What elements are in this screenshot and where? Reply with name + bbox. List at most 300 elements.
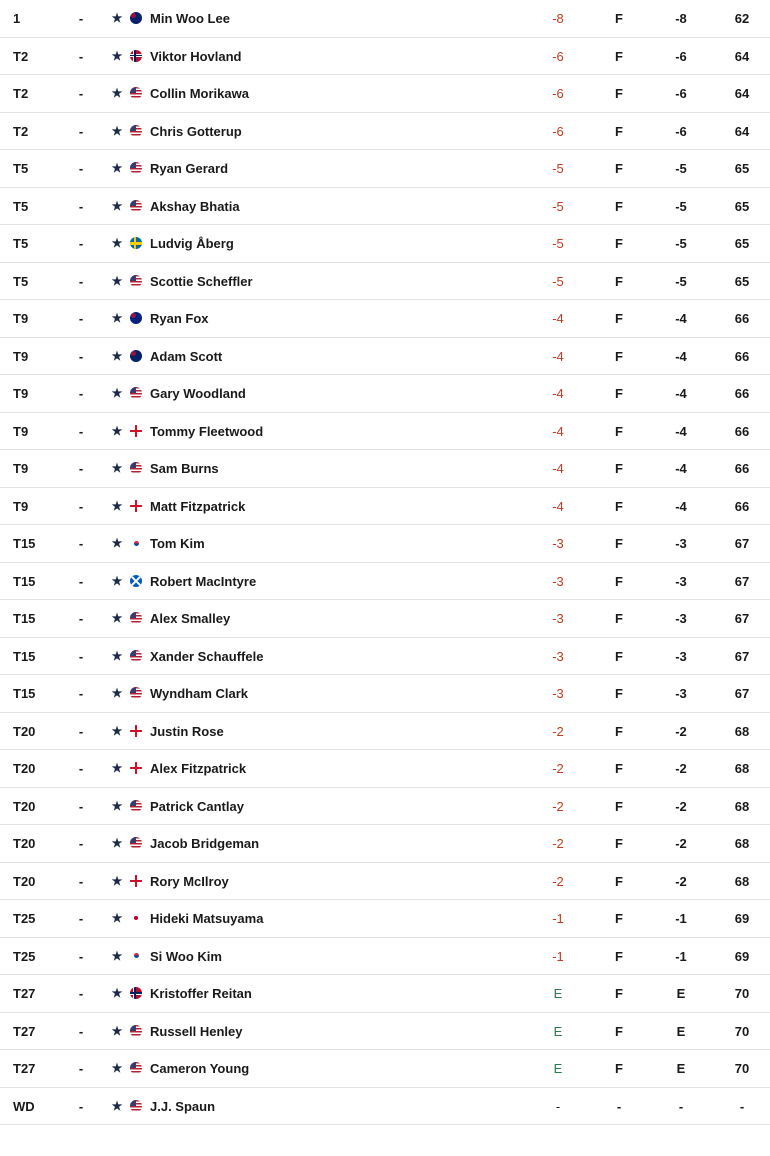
today-score: E xyxy=(676,1023,686,1039)
position: T27 xyxy=(13,986,36,1001)
thru: F xyxy=(615,648,623,664)
thru: F xyxy=(615,386,623,401)
player-name[interactable]: Sam Burns xyxy=(150,461,219,476)
star-icon[interactable]: ★ xyxy=(111,11,123,25)
table-row[interactable] xyxy=(0,1088,770,1126)
thru: F xyxy=(615,161,623,176)
country-flag xyxy=(129,150,143,187)
movement: - xyxy=(78,1098,84,1114)
country-flag xyxy=(129,1013,143,1050)
usa-flag-icon xyxy=(130,687,142,699)
country-flag xyxy=(129,188,143,225)
england-flag-icon xyxy=(130,500,142,512)
movement: - xyxy=(78,798,84,814)
position: T25 xyxy=(13,948,36,964)
total-score: -2 xyxy=(552,761,564,776)
table-row[interactable] xyxy=(0,938,770,976)
scotland-flag-icon xyxy=(130,575,142,587)
star-icon[interactable]: ★ xyxy=(111,573,123,588)
total-score: -6 xyxy=(552,123,564,139)
movement: - xyxy=(78,273,84,289)
round-score: 66 xyxy=(734,348,750,364)
today-score: -3 xyxy=(675,573,687,589)
movement: - xyxy=(78,161,84,176)
round-score: 70 xyxy=(734,1061,750,1076)
thru: F xyxy=(615,86,623,101)
country-flag xyxy=(129,263,143,300)
total-score: -3 xyxy=(552,536,564,551)
star-icon[interactable]: ★ xyxy=(111,348,123,363)
movement: - xyxy=(78,11,84,26)
country-flag xyxy=(129,225,143,262)
today-score: -5 xyxy=(675,198,687,214)
today-score: -5 xyxy=(675,161,687,176)
round-score: 69 xyxy=(734,948,750,964)
norway-flag-icon xyxy=(130,50,142,62)
thru: F xyxy=(615,723,623,739)
movement: - xyxy=(78,198,84,214)
thru: F xyxy=(615,798,623,814)
player-name[interactable]: Min Woo Lee xyxy=(150,11,230,26)
player-name[interactable]: Chris Gotterup xyxy=(150,123,242,139)
round-score: 67 xyxy=(734,573,750,589)
today-score: -4 xyxy=(675,386,687,401)
movement: - xyxy=(78,1061,84,1076)
table-row[interactable] xyxy=(0,900,770,938)
round-score: 67 xyxy=(734,686,750,701)
thru: F xyxy=(615,911,623,926)
table-row[interactable] xyxy=(0,38,770,76)
table-row[interactable] xyxy=(0,413,770,451)
today-score: -4 xyxy=(675,348,687,364)
player-name[interactable]: Justin Rose xyxy=(150,723,224,739)
thru: F xyxy=(615,273,623,289)
thru: F xyxy=(615,761,623,776)
thru: F xyxy=(615,948,623,964)
round-score: 64 xyxy=(734,123,750,139)
thru: F xyxy=(615,11,623,26)
today-score: E xyxy=(676,1061,686,1076)
country-flag xyxy=(129,713,143,750)
position: T9 xyxy=(13,386,29,401)
star-icon[interactable]: ★ xyxy=(111,1023,123,1038)
round-score: 67 xyxy=(734,611,750,626)
total-score: -3 xyxy=(552,611,564,626)
total-score: -2 xyxy=(552,798,564,814)
country-flag xyxy=(129,338,143,375)
thru: F xyxy=(615,573,623,589)
england-flag-icon xyxy=(130,725,142,737)
round-score: 70 xyxy=(734,1023,750,1039)
player-name[interactable]: Kristoffer Reitan xyxy=(150,986,252,1001)
movement: - xyxy=(78,573,84,589)
country-flag xyxy=(129,1088,143,1125)
country-flag xyxy=(129,0,143,37)
movement: - xyxy=(78,611,84,626)
star-icon[interactable]: ★ xyxy=(111,723,123,738)
england-flag-icon xyxy=(130,762,142,774)
player-name[interactable]: Ryan Gerard xyxy=(150,161,229,176)
country-flag xyxy=(129,600,143,637)
star-icon[interactable]: ★ xyxy=(111,873,123,888)
player-name[interactable]: Xander Schauffele xyxy=(150,648,264,664)
table-row[interactable] xyxy=(0,488,770,526)
position: T9 xyxy=(13,498,29,514)
australia-flag-icon xyxy=(130,350,142,362)
player-name[interactable]: Tommy Fleetwood xyxy=(150,423,264,439)
movement: - xyxy=(78,948,84,964)
today-score: -2 xyxy=(675,761,687,776)
position: T5 xyxy=(13,161,29,176)
round-score: 64 xyxy=(734,86,750,101)
round-score: - xyxy=(739,1098,745,1114)
star-icon[interactable]: ★ xyxy=(111,1098,123,1113)
movement: - xyxy=(78,761,84,776)
total-score: E xyxy=(553,986,563,1001)
movement: - xyxy=(78,236,84,251)
position: T20 xyxy=(13,836,36,851)
thru: F xyxy=(615,348,623,364)
player-name[interactable]: Tom Kim xyxy=(150,536,205,551)
player-name[interactable]: Robert MacIntyre xyxy=(150,573,257,589)
star-icon[interactable]: ★ xyxy=(111,536,123,550)
position: T15 xyxy=(13,536,36,551)
movement: - xyxy=(78,911,84,926)
country-flag xyxy=(129,450,143,487)
thru: F xyxy=(615,48,623,64)
table-row[interactable] xyxy=(0,525,770,563)
table-row[interactable] xyxy=(0,863,770,901)
round-score: 67 xyxy=(734,536,750,551)
round-score: 68 xyxy=(734,723,750,739)
today-score: -3 xyxy=(675,686,687,701)
table-row[interactable] xyxy=(0,113,770,151)
movement: - xyxy=(78,536,84,551)
round-score: 68 xyxy=(734,873,750,889)
thru: F xyxy=(615,123,623,139)
player-name[interactable]: Gary Woodland xyxy=(150,386,246,401)
northern-ireland-flag-icon xyxy=(130,875,142,887)
star-icon[interactable]: ★ xyxy=(111,48,123,63)
today-score: E xyxy=(676,986,686,1001)
usa-flag-icon xyxy=(130,462,142,474)
star-icon[interactable]: ★ xyxy=(111,198,123,213)
thru: F xyxy=(615,686,623,701)
round-score: 68 xyxy=(734,836,750,851)
position: T25 xyxy=(13,911,36,926)
round-score: 67 xyxy=(734,648,750,664)
usa-flag-icon xyxy=(130,1062,142,1074)
movement: - xyxy=(78,423,84,439)
total-score: -5 xyxy=(552,273,564,289)
south-korea-flag-icon xyxy=(130,950,142,962)
round-score: 66 xyxy=(734,423,750,439)
star-icon[interactable]: ★ xyxy=(111,761,123,775)
south-korea-flag-icon xyxy=(130,537,142,549)
position: T2 xyxy=(13,48,29,64)
total-score: -2 xyxy=(552,836,564,851)
total-score: -4 xyxy=(552,423,564,439)
star-icon[interactable]: ★ xyxy=(111,311,123,325)
position: T5 xyxy=(13,273,29,289)
total-score: -4 xyxy=(552,386,564,401)
table-row[interactable] xyxy=(0,788,770,826)
round-score: 64 xyxy=(734,48,750,64)
round-score: 65 xyxy=(734,273,750,289)
position: T5 xyxy=(13,198,29,214)
player-name[interactable]: Hideki Matsuyama xyxy=(150,911,264,926)
country-flag xyxy=(129,563,143,600)
total-score: -4 xyxy=(552,348,564,364)
total-score: E xyxy=(553,1061,563,1076)
round-score: 62 xyxy=(734,11,750,26)
player-name[interactable]: Ludvig Åberg xyxy=(150,236,234,251)
thru: - xyxy=(616,1098,622,1114)
country-flag xyxy=(129,525,143,562)
position: T9 xyxy=(13,423,29,439)
star-icon[interactable]: ★ xyxy=(111,273,123,288)
total-score: -4 xyxy=(552,461,564,476)
position: T5 xyxy=(13,236,29,251)
usa-flag-icon xyxy=(130,125,142,137)
total-score: -1 xyxy=(552,948,564,964)
usa-flag-icon xyxy=(130,200,142,212)
today-score: -6 xyxy=(675,48,687,64)
round-score: 65 xyxy=(734,161,750,176)
star-icon[interactable]: ★ xyxy=(111,498,123,513)
movement: - xyxy=(78,386,84,401)
thru: F xyxy=(615,836,623,851)
movement: - xyxy=(78,348,84,364)
country-flag xyxy=(129,675,143,712)
movement: - xyxy=(78,648,84,664)
star-icon[interactable]: ★ xyxy=(111,948,123,963)
thru: F xyxy=(615,236,623,251)
usa-flag-icon xyxy=(130,612,142,624)
country-flag xyxy=(129,113,143,150)
table-row[interactable] xyxy=(0,1050,770,1088)
star-icon[interactable]: ★ xyxy=(111,236,123,250)
movement: - xyxy=(78,48,84,64)
movement: - xyxy=(78,836,84,851)
table-row[interactable] xyxy=(0,338,770,376)
round-score: 70 xyxy=(734,986,750,1001)
country-flag xyxy=(129,75,143,112)
table-row[interactable] xyxy=(0,600,770,638)
star-icon[interactable]: ★ xyxy=(111,386,123,400)
table-row[interactable] xyxy=(0,150,770,188)
total-score: -8 xyxy=(552,11,564,26)
thru: F xyxy=(615,611,623,626)
thru: F xyxy=(615,311,623,326)
today-score: -6 xyxy=(675,86,687,101)
player-name[interactable]: Akshay Bhatia xyxy=(150,198,240,214)
total-score: -1 xyxy=(552,911,564,926)
table-row[interactable] xyxy=(0,300,770,338)
today-score: -3 xyxy=(675,648,687,664)
movement: - xyxy=(78,1023,84,1039)
total-score: -5 xyxy=(552,161,564,176)
norway-flag-icon xyxy=(130,987,142,999)
star-icon[interactable]: ★ xyxy=(111,836,123,850)
table-row[interactable] xyxy=(0,825,770,863)
country-flag xyxy=(129,825,143,862)
round-score: 68 xyxy=(734,761,750,776)
today-score: -3 xyxy=(675,536,687,551)
country-flag xyxy=(129,488,143,525)
sweden-flag-icon xyxy=(130,237,142,249)
round-score: 68 xyxy=(734,798,750,814)
star-icon[interactable]: ★ xyxy=(111,648,123,663)
star-icon[interactable]: ★ xyxy=(111,161,123,175)
position: T15 xyxy=(13,611,36,626)
country-flag xyxy=(129,375,143,412)
usa-flag-icon xyxy=(130,387,142,399)
table-row[interactable] xyxy=(0,75,770,113)
table-row[interactable] xyxy=(0,263,770,301)
position: T27 xyxy=(13,1061,36,1076)
table-row[interactable] xyxy=(0,225,770,263)
round-score: 66 xyxy=(734,311,750,326)
player-name[interactable]: Adam Scott xyxy=(150,348,223,364)
today-score: -4 xyxy=(675,461,687,476)
new-zealand-flag-icon xyxy=(130,312,142,324)
star-icon[interactable]: ★ xyxy=(111,611,123,625)
table-row[interactable] xyxy=(0,675,770,713)
star-icon[interactable]: ★ xyxy=(111,911,123,925)
star-icon[interactable]: ★ xyxy=(111,686,123,700)
movement: - xyxy=(78,986,84,1001)
today-score: -4 xyxy=(675,311,687,326)
player-name[interactable]: Viktor Hovland xyxy=(150,48,242,64)
star-icon[interactable]: ★ xyxy=(111,123,123,138)
country-flag xyxy=(129,900,143,937)
player-name[interactable]: Patrick Cantlay xyxy=(150,798,244,814)
movement: - xyxy=(78,311,84,326)
total-score: -3 xyxy=(552,686,564,701)
usa-flag-icon xyxy=(130,650,142,662)
table-row[interactable] xyxy=(0,0,770,38)
thru: F xyxy=(615,423,623,439)
england-flag-icon xyxy=(130,425,142,437)
today-score: -8 xyxy=(675,11,687,26)
position: T2 xyxy=(13,86,29,101)
round-score: 66 xyxy=(734,386,750,401)
star-icon[interactable]: ★ xyxy=(111,1061,123,1075)
total-score: -4 xyxy=(552,311,564,326)
position: T20 xyxy=(13,873,36,889)
thru: F xyxy=(615,1061,623,1076)
player-name[interactable]: Ryan Fox xyxy=(150,311,209,326)
player-name[interactable]: J.J. Spaun xyxy=(150,1098,216,1114)
usa-flag-icon xyxy=(130,800,142,812)
player-name[interactable]: Jacob Bridgeman xyxy=(150,836,260,851)
player-name[interactable]: Alex Smalley xyxy=(150,611,231,626)
table-row[interactable] xyxy=(0,638,770,676)
country-flag xyxy=(129,413,143,450)
round-score: 65 xyxy=(734,198,750,214)
thru: F xyxy=(615,198,623,214)
total-score: - xyxy=(555,1098,561,1114)
today-score: -6 xyxy=(675,123,687,139)
star-icon[interactable]: ★ xyxy=(111,461,123,475)
movement: - xyxy=(78,123,84,139)
table-row[interactable] xyxy=(0,375,770,413)
total-score: -6 xyxy=(552,86,564,101)
round-score: 66 xyxy=(734,461,750,476)
today-score: -2 xyxy=(675,873,687,889)
player-name[interactable]: Russell Henley xyxy=(150,1023,243,1039)
total-score: -5 xyxy=(552,198,564,214)
country-flag xyxy=(129,788,143,825)
movement: - xyxy=(78,686,84,701)
star-icon[interactable]: ★ xyxy=(111,86,123,100)
table-row[interactable] xyxy=(0,713,770,751)
position: T15 xyxy=(13,648,36,664)
table-row[interactable] xyxy=(0,1013,770,1051)
player-name[interactable]: Rory McIlroy xyxy=(150,873,229,889)
player-name[interactable]: Alex Fitzpatrick xyxy=(150,761,247,776)
table-row[interactable] xyxy=(0,563,770,601)
usa-flag-icon xyxy=(130,1100,142,1112)
position: T20 xyxy=(13,798,36,814)
total-score: -3 xyxy=(552,573,564,589)
player-name[interactable]: Matt Fitzpatrick xyxy=(150,498,246,514)
position: T2 xyxy=(13,123,29,139)
total-score: -5 xyxy=(552,236,564,251)
total-score: -4 xyxy=(552,498,564,514)
thru: F xyxy=(615,986,623,1001)
movement: - xyxy=(78,86,84,101)
player-name[interactable]: Scottie Scheffler xyxy=(150,273,253,289)
star-icon[interactable]: ★ xyxy=(111,986,123,1000)
country-flag xyxy=(129,750,143,787)
today-score: -5 xyxy=(675,273,687,289)
position: T20 xyxy=(13,761,36,776)
star-icon[interactable]: ★ xyxy=(111,423,123,438)
movement: - xyxy=(78,461,84,476)
country-flag xyxy=(129,863,143,900)
country-flag xyxy=(129,938,143,975)
position: T15 xyxy=(13,573,36,589)
table-row[interactable] xyxy=(0,188,770,226)
position: T15 xyxy=(13,686,36,701)
japan-flag-icon xyxy=(130,912,142,924)
table-row[interactable] xyxy=(0,450,770,488)
player-name[interactable]: Cameron Young xyxy=(150,1061,250,1076)
total-score: -3 xyxy=(552,648,564,664)
player-name[interactable]: Wyndham Clark xyxy=(150,686,249,701)
total-score: E xyxy=(553,1023,563,1039)
total-score: -2 xyxy=(552,873,564,889)
round-score: 69 xyxy=(734,911,750,926)
total-score: -2 xyxy=(552,723,564,739)
player-name[interactable]: Collin Morikawa xyxy=(150,86,249,101)
star-icon[interactable]: ★ xyxy=(111,798,123,813)
today-score: -1 xyxy=(675,948,687,964)
position: T9 xyxy=(13,311,29,326)
today-score: -2 xyxy=(675,798,687,814)
thru: F xyxy=(615,498,623,514)
table-row[interactable] xyxy=(0,750,770,788)
table-row[interactable] xyxy=(0,975,770,1013)
country-flag xyxy=(129,638,143,675)
player-name[interactable]: Si Woo Kim xyxy=(150,948,222,964)
country-flag xyxy=(129,1050,143,1087)
position: T9 xyxy=(13,348,29,364)
round-score: 66 xyxy=(734,498,750,514)
thru: F xyxy=(615,536,623,551)
